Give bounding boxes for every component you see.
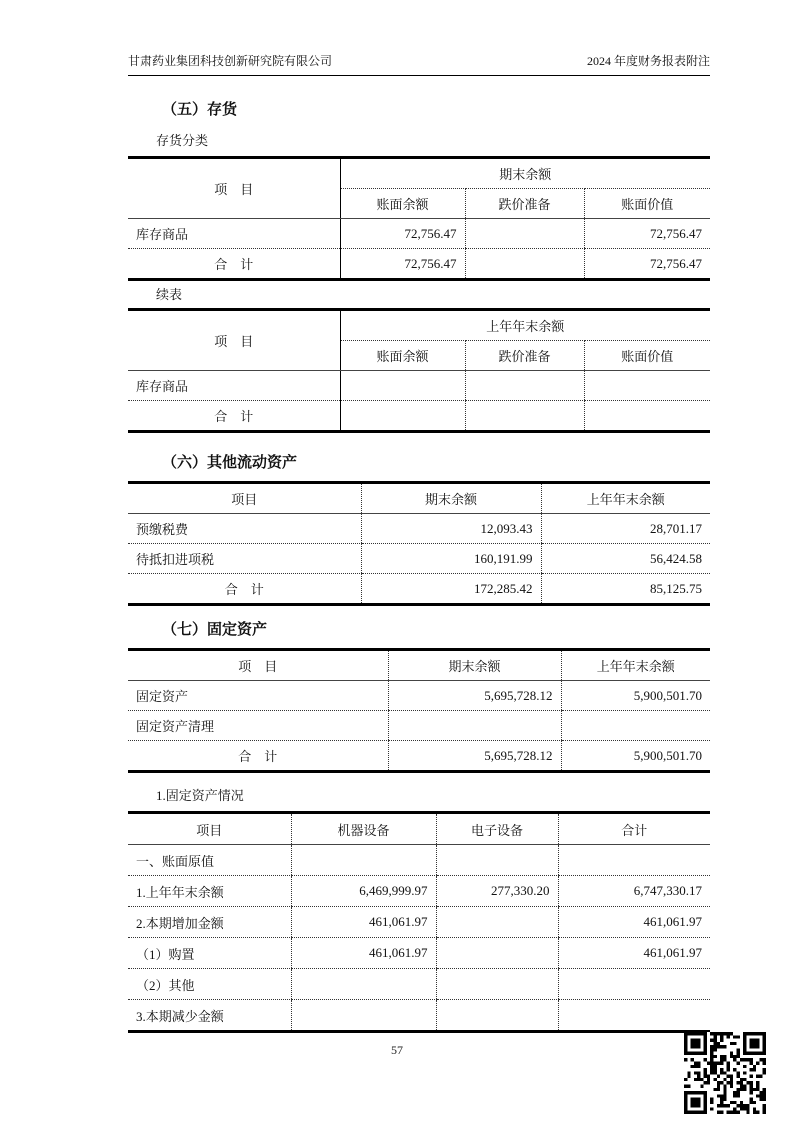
cell-value: 5,900,501.70	[561, 681, 710, 711]
cell-value	[558, 969, 710, 1000]
col-header: 项 目	[128, 650, 388, 681]
table-row	[128, 876, 710, 907]
page-number: 57	[391, 1043, 403, 1057]
cell-value: 160,191.99	[361, 544, 541, 574]
total-row	[128, 574, 710, 605]
cell-value: 72,756.47	[340, 249, 465, 280]
table-header-row	[128, 813, 710, 845]
table-header-row	[128, 483, 710, 514]
cell-value: 5,900,501.70	[561, 741, 710, 772]
cell-value: 172,285.42	[361, 574, 541, 605]
cell-value	[465, 401, 584, 432]
cell-value	[291, 1000, 436, 1032]
inventory-subheading: 存货分类	[156, 133, 209, 148]
cell-item: 库存商品	[128, 371, 340, 401]
section-heading-fixed-assets: （七）固定资产	[162, 622, 268, 638]
qr-code	[684, 1032, 766, 1114]
cell-item: 库存商品	[128, 219, 340, 249]
col-header-item: 项 目	[128, 310, 340, 371]
table-row	[128, 219, 710, 249]
page-content	[128, 0, 710, 1033]
table-row	[128, 681, 710, 711]
cell-value: 461,061.97	[558, 907, 710, 938]
cell-item: 2.本期增加金额	[128, 907, 291, 938]
cell-value	[436, 938, 558, 969]
cell-value	[340, 401, 465, 432]
col-header: 上年年末余额	[541, 483, 710, 514]
cell-value	[436, 1000, 558, 1032]
page-header	[128, 0, 710, 76]
total-row	[128, 249, 710, 280]
cell-value: 461,061.97	[558, 938, 710, 969]
cell-value: 277,330.20	[436, 876, 558, 907]
cell-item: 3.本期减少金额	[136, 1008, 224, 1024]
total-row	[128, 741, 710, 772]
cell-value: 72,756.47	[584, 219, 710, 249]
table-row	[128, 845, 710, 876]
cell-value: 72,756.47	[584, 249, 710, 280]
col-header: 机器设备	[291, 813, 436, 845]
other-current-assets-table	[128, 481, 710, 606]
inventory-prior-table	[128, 308, 710, 433]
cell-value	[584, 371, 710, 401]
table-header-row	[128, 158, 710, 189]
cell-item: 一、账面原值	[128, 845, 291, 876]
inventory-current-table	[128, 156, 710, 281]
table-row	[128, 1000, 710, 1032]
table-row	[128, 969, 710, 1000]
cell-value	[291, 845, 436, 876]
col-header: 合计	[558, 813, 710, 845]
cell-item: 固定资产清理	[128, 711, 388, 741]
table-row	[128, 371, 710, 401]
col-header: 账面余额	[340, 189, 465, 219]
cell-total-label: 合 计	[224, 582, 264, 597]
cell-item: 固定资产	[128, 681, 388, 711]
table-row	[128, 711, 710, 741]
total-row	[128, 401, 710, 432]
cell-item: （1）购置	[128, 938, 291, 969]
cell-value: 6,747,330.17	[558, 876, 710, 907]
cell-value: 72,756.47	[340, 219, 465, 249]
cell-value	[584, 401, 710, 432]
cell-value: 28,701.17	[541, 514, 710, 544]
cell-item: 预缴税费	[128, 514, 361, 544]
cell-total-label: 合 计	[214, 409, 254, 424]
company-name: 甘肃药业集团科技创新研究院有限公司	[128, 54, 333, 68]
table-row	[128, 544, 710, 574]
col-header: 账面价值	[584, 189, 710, 219]
cell-item: 待抵扣进项税	[128, 544, 361, 574]
col-header: 上年年末余额	[561, 650, 710, 681]
doc-title: 2024 年度财务报表附注	[586, 54, 710, 68]
cell-value	[465, 371, 584, 401]
cell-item: （2）其他	[128, 969, 291, 1000]
col-header: 期末余额	[361, 483, 541, 514]
cell-item: 1.上年年末余额	[128, 876, 291, 907]
group-header: 期末余额	[340, 158, 710, 189]
cell-value	[388, 711, 561, 741]
table-row	[128, 907, 710, 938]
section-heading-other-current-assets: （六）其他流动资产	[162, 455, 298, 471]
col-header: 项目	[128, 483, 361, 514]
cell-value	[436, 907, 558, 938]
col-header: 跌价准备	[465, 189, 584, 219]
col-header: 项目	[128, 813, 291, 845]
col-header: 电子设备	[436, 813, 558, 845]
cell-total-label: 合 计	[238, 749, 278, 764]
cell-value	[340, 371, 465, 401]
cell-value	[436, 969, 558, 1000]
cell-value: 12,093.43	[361, 514, 541, 544]
cell-total-label: 合 计	[214, 257, 254, 272]
cell-value	[558, 1000, 710, 1032]
cell-value: 85,125.75	[541, 574, 710, 605]
cell-value: 461,061.97	[291, 907, 436, 938]
cell-value: 6,469,999.97	[291, 876, 436, 907]
col-header: 跌价准备	[465, 341, 584, 371]
col-header: 账面余额	[340, 341, 465, 371]
fixed-assets-detail-heading: 1.固定资产情况	[156, 788, 244, 803]
cell-value	[465, 219, 584, 249]
table-header-row	[128, 650, 710, 681]
cell-value: 461,061.97	[291, 938, 436, 969]
table-row	[128, 938, 710, 969]
cell-value: 56,424.58	[541, 544, 710, 574]
cell-value	[558, 845, 710, 876]
table-header-row	[128, 310, 710, 341]
group-header: 上年年末余额	[340, 310, 710, 341]
cell-value	[561, 711, 710, 741]
cell-value	[291, 969, 436, 1000]
col-header: 期末余额	[388, 650, 561, 681]
fixed-assets-detail-table	[128, 811, 710, 1033]
cell-value: 5,695,728.12	[388, 741, 561, 772]
cell-value	[436, 845, 558, 876]
col-header-item: 项 目	[128, 158, 340, 219]
cell-value: 5,695,728.12	[388, 681, 561, 711]
cell-value	[465, 249, 584, 280]
fixed-assets-table	[128, 648, 710, 773]
continued-table-label: 续表	[156, 287, 183, 302]
col-header: 账面价值	[584, 341, 710, 371]
table-row	[128, 514, 710, 544]
section-heading-inventory: （五）存货	[162, 102, 238, 118]
